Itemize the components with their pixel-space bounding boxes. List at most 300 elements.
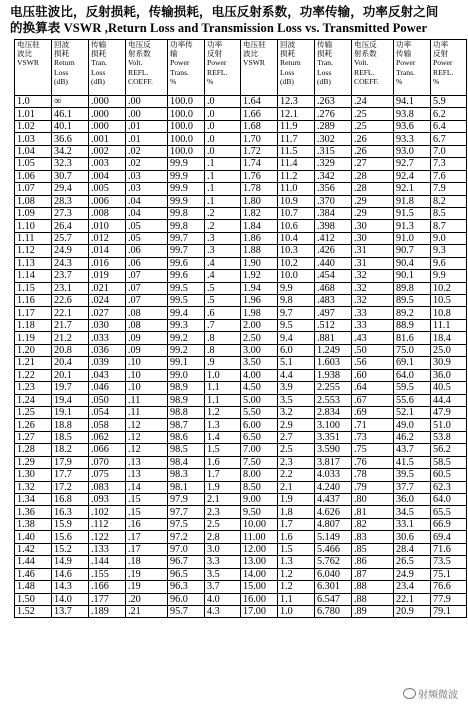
table-cell: .066 — [89, 444, 126, 456]
table-cell: 1.13 — [15, 257, 52, 269]
table-cell: 5.466 — [315, 543, 352, 555]
table-cell: 64.0 — [431, 494, 467, 506]
table-cell: 90.1 — [394, 270, 431, 282]
table-cell: 15.6 — [52, 531, 89, 543]
table-cell: .82 — [352, 518, 394, 530]
table-cell: 1.03 — [15, 133, 52, 145]
table-cell: 21.7 — [52, 319, 89, 331]
table-cell: 99.6 — [168, 257, 205, 269]
table-cell: 1.48 — [15, 581, 52, 593]
table-cell: 4.807 — [315, 518, 352, 530]
table-cell: 1.32 — [15, 481, 52, 493]
table-cell: 28.4 — [394, 543, 431, 555]
table-cell: 7.50 — [241, 456, 278, 468]
table-cell: 1.09 — [15, 207, 52, 219]
table-cell: 16.00 — [241, 593, 278, 605]
table-cell: 2.1 — [205, 494, 241, 506]
table-cell: 99.9 — [168, 183, 205, 195]
table-cell: .02 — [126, 145, 168, 157]
table-cell: .177 — [89, 593, 126, 605]
table-cell: 44.4 — [431, 394, 467, 406]
table-cell: 18.4 — [431, 332, 467, 344]
table-cell: 3.0 — [205, 543, 241, 555]
table-cell: 6.301 — [315, 581, 352, 593]
table-cell: 1.6 — [278, 531, 315, 543]
table-cell: 11.1 — [431, 319, 467, 331]
table-cell: 98.9 — [168, 382, 205, 394]
table-cell: 1.38 — [15, 518, 52, 530]
table-cell: .024 — [89, 295, 126, 307]
table-cell: .80 — [352, 494, 394, 506]
table-cell: .15 — [126, 494, 168, 506]
table-cell: 36.0 — [431, 369, 467, 381]
table-cell: 1.82 — [241, 207, 278, 219]
table-cell: .04 — [126, 207, 168, 219]
header-line: COEFF. — [354, 76, 379, 86]
table-cell: 60.5 — [431, 469, 467, 481]
table-row — [15, 207, 467, 219]
header-line: REFL. — [128, 67, 149, 77]
table-cell: 100.0 — [168, 108, 205, 120]
header-line: Loss — [54, 67, 69, 77]
table-cell: .102 — [89, 506, 126, 518]
table-cell: 100.0 — [168, 133, 205, 145]
table-cell: .4 — [205, 257, 241, 269]
table-cell: .87 — [352, 568, 394, 580]
table-cell: 2.50 — [241, 332, 278, 344]
table-cell: 9.00 — [241, 494, 278, 506]
table-cell: 4.437 — [315, 494, 352, 506]
table-cell: .12 — [126, 444, 168, 456]
table-cell: 2.9 — [278, 419, 315, 431]
table-cell: 52.1 — [394, 406, 431, 418]
table-cell: .329 — [315, 158, 352, 170]
table-cell: .412 — [315, 232, 352, 244]
table-cell: 10.2 — [431, 282, 467, 294]
column-header — [205, 40, 241, 96]
table-cell: 1.94 — [241, 282, 278, 294]
table-cell: 4.4 — [278, 369, 315, 381]
table-cell: 2.3 — [278, 456, 315, 468]
table-cell: 1.50 — [15, 593, 52, 605]
table-cell: 1.78 — [241, 183, 278, 195]
table-cell: 12.00 — [241, 543, 278, 555]
table-cell: .002 — [89, 145, 126, 157]
table-cell: 98.6 — [168, 431, 205, 443]
table-cell: .12 — [126, 431, 168, 443]
table-cell: .88 — [352, 581, 394, 593]
title-line-2: 的换算表 VSWR ,Return Loss and Transmission Loss vs. Transmitted Power — [10, 21, 428, 35]
table-cell: 71.6 — [431, 543, 467, 555]
table-cell: 51.0 — [431, 419, 467, 431]
table-cell: .29 — [352, 195, 394, 207]
table-cell: 2.834 — [315, 406, 352, 418]
table-cell: 20.8 — [52, 344, 89, 356]
header-line: 功率 — [433, 40, 449, 49]
header-line: 波比 — [243, 49, 259, 59]
table-row — [15, 494, 467, 506]
table-cell: 1.66 — [241, 108, 278, 120]
table-cell: 9.9 — [278, 282, 315, 294]
table-cell: 1.88 — [241, 245, 278, 257]
table-cell: 4.626 — [315, 506, 352, 518]
table-cell: 1.84 — [241, 220, 278, 232]
column-header — [431, 40, 467, 96]
table-cell: .133 — [89, 543, 126, 555]
header-line: 损耗 — [280, 49, 296, 59]
table-cell: 2.255 — [315, 382, 352, 394]
table-cell: .03 — [126, 183, 168, 195]
table-cell: .01 — [126, 133, 168, 145]
table-cell: 1.01 — [15, 108, 52, 120]
table-cell: 10.00 — [241, 518, 278, 530]
table-row — [15, 220, 467, 232]
table-cell: 6.0 — [278, 344, 315, 356]
table-cell: .32 — [352, 282, 394, 294]
table-row — [15, 406, 467, 418]
header-line: Loss — [317, 67, 332, 77]
table-cell: 10.0 — [278, 270, 315, 282]
table-cell: .000 — [89, 108, 126, 120]
table-cell: .6 — [205, 307, 241, 319]
table-cell: 1.28 — [15, 444, 52, 456]
table-cell: 100.0 — [168, 145, 205, 157]
table-cell: 10.5 — [431, 295, 467, 307]
header-line: 射系数 — [128, 49, 151, 59]
column-header — [89, 40, 126, 96]
table-cell: 34.2 — [52, 145, 89, 157]
table-cell: 28.3 — [52, 195, 89, 207]
header-line: VSWR — [243, 58, 265, 68]
table-cell: .69 — [352, 406, 394, 418]
table-cell: .31 — [352, 257, 394, 269]
table-cell: 99.7 — [168, 232, 205, 244]
table-cell: 47.9 — [431, 406, 467, 418]
table-cell: 98.8 — [168, 406, 205, 418]
table-cell: 1.12 — [15, 245, 52, 257]
table-cell: .17 — [126, 531, 168, 543]
table-cell: 14.00 — [241, 568, 278, 580]
header-line: Tran. — [317, 58, 333, 68]
table-cell: 88.9 — [394, 319, 431, 331]
table-cell: .01 — [126, 120, 168, 132]
table-cell: .398 — [315, 220, 352, 232]
table-cell: 1.29 — [15, 456, 52, 468]
header-line: REFL. — [433, 67, 454, 77]
table-cell: 26.4 — [52, 220, 89, 232]
table-cell: .342 — [315, 170, 352, 182]
table-cell: 1.8 — [278, 506, 315, 518]
table-cell: 3.50 — [241, 357, 278, 369]
table-cell: .2 — [205, 220, 241, 232]
table-cell: 1.1 — [278, 593, 315, 605]
table-cell: .8 — [205, 332, 241, 344]
table-cell: 19.4 — [52, 394, 89, 406]
table-cell: 1.938 — [315, 369, 352, 381]
header-line: 射系数 — [354, 49, 377, 59]
table-cell: 3.351 — [315, 431, 352, 443]
table-cell: 89.5 — [394, 295, 431, 307]
table-cell: 1.04 — [15, 145, 52, 157]
table-cell: .06 — [126, 257, 168, 269]
table-cell: 3.5 — [278, 394, 315, 406]
table-cell: .2 — [205, 207, 241, 219]
table-cell: 1.3 — [278, 556, 315, 568]
table-cell: 9.4 — [278, 332, 315, 344]
table-cell: .10 — [126, 369, 168, 381]
table-cell: .050 — [89, 394, 126, 406]
table-cell: ∞ — [52, 96, 89, 108]
table-cell: 1.06 — [15, 170, 52, 182]
table-cell: 1.1 — [205, 382, 241, 394]
table-cell: 14.3 — [52, 581, 89, 593]
header-line: 损耗 — [54, 49, 70, 59]
table-cell: .89 — [352, 605, 394, 617]
table-cell: .18 — [126, 556, 168, 568]
table-cell: .036 — [89, 344, 126, 356]
table-cell: 1.68 — [241, 120, 278, 132]
header-line: 电压驻 — [243, 40, 266, 49]
table-cell: 39.5 — [394, 469, 431, 481]
table-cell: 98.3 — [168, 469, 205, 481]
table-cell: 2.5 — [278, 444, 315, 456]
header-line: 波比 — [17, 49, 33, 59]
table-cell: 69.1 — [394, 357, 431, 369]
table-cell: 9.5 — [278, 319, 315, 331]
table-cell: .062 — [89, 431, 126, 443]
table-cell: 18.8 — [52, 419, 89, 431]
table-cell: .00 — [126, 108, 168, 120]
table-cell: 1.90 — [241, 257, 278, 269]
table-cell: 1.80 — [241, 195, 278, 207]
table-cell: .122 — [89, 531, 126, 543]
table-cell: .9 — [205, 357, 241, 369]
table-cell: 4.0 — [205, 593, 241, 605]
table-cell: .006 — [89, 195, 126, 207]
table-cell: 1.40 — [15, 531, 52, 543]
table-cell: 9.7 — [278, 307, 315, 319]
title-line-1: 电压驻波比，反射损耗，传输损耗，电压反射系数，功率传输，功率反射之间 — [10, 5, 439, 19]
table-cell: 99.8 — [168, 207, 205, 219]
table-cell: .1 — [205, 170, 241, 182]
table-cell: 1.18 — [15, 319, 52, 331]
table-cell: .0 — [205, 108, 241, 120]
table-cell: .1 — [205, 183, 241, 195]
table-cell: 1.0 — [278, 605, 315, 617]
header-line: Power — [207, 58, 227, 68]
wechat-icon — [403, 688, 416, 699]
table-cell: 20.4 — [52, 357, 89, 369]
table-cell: 11.0 — [278, 183, 315, 195]
table-cell: 1.5 — [278, 543, 315, 555]
table-cell: 5.00 — [241, 394, 278, 406]
table-cell: .016 — [89, 257, 126, 269]
table-cell: .155 — [89, 568, 126, 580]
table-cell: 6.2 — [431, 108, 467, 120]
table-cell: 1.98 — [241, 307, 278, 319]
table-cell: 11.2 — [278, 170, 315, 182]
table-row — [15, 344, 467, 356]
table-cell: 99.8 — [168, 220, 205, 232]
table-cell: 9.50 — [241, 506, 278, 518]
table-cell: .29 — [352, 207, 394, 219]
header-line: Trans. — [170, 67, 189, 77]
table-cell: .001 — [89, 133, 126, 145]
header-line: 回波 — [54, 40, 70, 49]
header-line: % — [433, 76, 440, 86]
table-cell: .67 — [352, 394, 394, 406]
header-line: (dB) — [280, 76, 294, 86]
table-cell: 10.3 — [278, 245, 315, 257]
table-cell: 3.00 — [241, 344, 278, 356]
table-cell: .03 — [126, 170, 168, 182]
table-cell: 17.9 — [52, 456, 89, 468]
table-cell: .07 — [126, 295, 168, 307]
table-cell: 90.4 — [394, 257, 431, 269]
table-cell: 7.00 — [241, 444, 278, 456]
page-title — [10, 4, 462, 36]
table-row — [15, 469, 467, 481]
table-cell: 15.2 — [52, 543, 89, 555]
table-cell: 1.64 — [241, 96, 278, 108]
table-row — [15, 581, 467, 593]
table-cell: 32.3 — [52, 158, 89, 170]
table-cell: 1.249 — [315, 344, 352, 356]
table-row — [15, 456, 467, 468]
table-cell: 11.9 — [278, 120, 315, 132]
table-cell: .06 — [126, 245, 168, 257]
table-cell: 1.07 — [15, 183, 52, 195]
table-cell: .012 — [89, 232, 126, 244]
table-cell: 1.27 — [15, 431, 52, 443]
table-cell: .81 — [352, 506, 394, 518]
table-cell: .189 — [89, 605, 126, 617]
table-cell: 6.780 — [315, 605, 352, 617]
table-cell: 6.547 — [315, 593, 352, 605]
table-cell: 37.7 — [394, 481, 431, 493]
table-cell: .14 — [126, 481, 168, 493]
table-row — [15, 307, 467, 319]
table-cell: 91.0 — [394, 232, 431, 244]
table-cell: 1.7 — [205, 469, 241, 481]
table-cell: 9.6 — [431, 257, 467, 269]
table-cell: 64.0 — [394, 369, 431, 381]
table-cell: .19 — [126, 581, 168, 593]
table-cell: 1.11 — [15, 232, 52, 244]
table-row — [15, 319, 467, 331]
table-cell: .15 — [126, 506, 168, 518]
table-cell: 13.7 — [52, 605, 89, 617]
table-cell: 17.7 — [52, 469, 89, 481]
table-cell: 9.8 — [278, 295, 315, 307]
table-cell: 2.3 — [205, 506, 241, 518]
table-cell: 8.5 — [431, 207, 467, 219]
table-cell: .09 — [126, 332, 168, 344]
table-cell: 15.00 — [241, 581, 278, 593]
table-cell: 2.8 — [205, 531, 241, 543]
table-cell: 100.0 — [168, 120, 205, 132]
table-row — [15, 382, 467, 394]
table-cell: 98.7 — [168, 419, 205, 431]
table-cell: 24.3 — [52, 257, 89, 269]
table-cell: 99.1 — [168, 357, 205, 369]
table-cell: .16 — [126, 518, 168, 530]
table-cell: 8.7 — [431, 220, 467, 232]
table-cell: 10.9 — [278, 195, 315, 207]
table-body — [15, 96, 467, 618]
table-cell: .3 — [205, 232, 241, 244]
table-cell: 1.5 — [205, 444, 241, 456]
table-cell: 24.9 — [52, 245, 89, 257]
table-cell: 1.9 — [205, 481, 241, 493]
table-cell: 1.36 — [15, 506, 52, 518]
table-cell: 5.9 — [431, 96, 467, 108]
table-cell: 1.7 — [278, 518, 315, 530]
header-line: (dB) — [91, 76, 105, 86]
table-row — [15, 170, 467, 182]
column-header — [52, 40, 89, 96]
table-cell: .86 — [352, 556, 394, 568]
table-cell: .28 — [352, 170, 394, 182]
table-cell: 1.46 — [15, 568, 52, 580]
table-cell: 11.4 — [278, 158, 315, 170]
table-row — [15, 108, 467, 120]
table-row — [15, 120, 467, 132]
table-cell: .003 — [89, 158, 126, 170]
table-cell: .05 — [126, 232, 168, 244]
header-line: 损耗 — [317, 49, 333, 59]
table-cell: 1.20 — [15, 344, 52, 356]
table-cell: 40.5 — [431, 382, 467, 394]
table-cell: 18.5 — [52, 431, 89, 443]
table-cell: 3.590 — [315, 444, 352, 456]
table-cell: 99.9 — [168, 158, 205, 170]
table-cell: 1.02 — [15, 120, 52, 132]
table-cell: 1.25 — [15, 406, 52, 418]
table-cell: 1.15 — [15, 282, 52, 294]
table-cell: 93.0 — [394, 145, 431, 157]
table-row — [15, 593, 467, 605]
table-cell: 30.7 — [52, 170, 89, 182]
table-cell: 99.0 — [168, 369, 205, 381]
table-row — [15, 195, 467, 207]
header-line: 电压驻 — [17, 40, 40, 49]
table-cell: 3.9 — [278, 382, 315, 394]
table-cell: 19.7 — [52, 382, 89, 394]
table-cell: 1.92 — [241, 270, 278, 282]
table-cell: 65.5 — [431, 506, 467, 518]
table-cell: 9.9 — [431, 270, 467, 282]
table-cell: 90.7 — [394, 245, 431, 257]
conversion-table — [14, 39, 467, 618]
table-cell: 9.3 — [431, 245, 467, 257]
header-line: 功率 — [396, 40, 412, 49]
header-line: Volt. — [354, 58, 369, 68]
table-cell: 93.6 — [394, 120, 431, 132]
table-cell: 12.1 — [278, 108, 315, 120]
table-cell: .19 — [126, 568, 168, 580]
table-cell: 1.30 — [15, 469, 52, 481]
table-cell: .030 — [89, 319, 126, 331]
table-cell: 92.1 — [394, 183, 431, 195]
table-row — [15, 568, 467, 580]
table-row — [15, 444, 467, 456]
table-cell: .3 — [205, 245, 241, 257]
table-cell: .43 — [352, 332, 394, 344]
table-cell: 1.2 — [278, 568, 315, 580]
header-line: Loss — [91, 67, 106, 77]
table-cell: 98.5 — [168, 444, 205, 456]
